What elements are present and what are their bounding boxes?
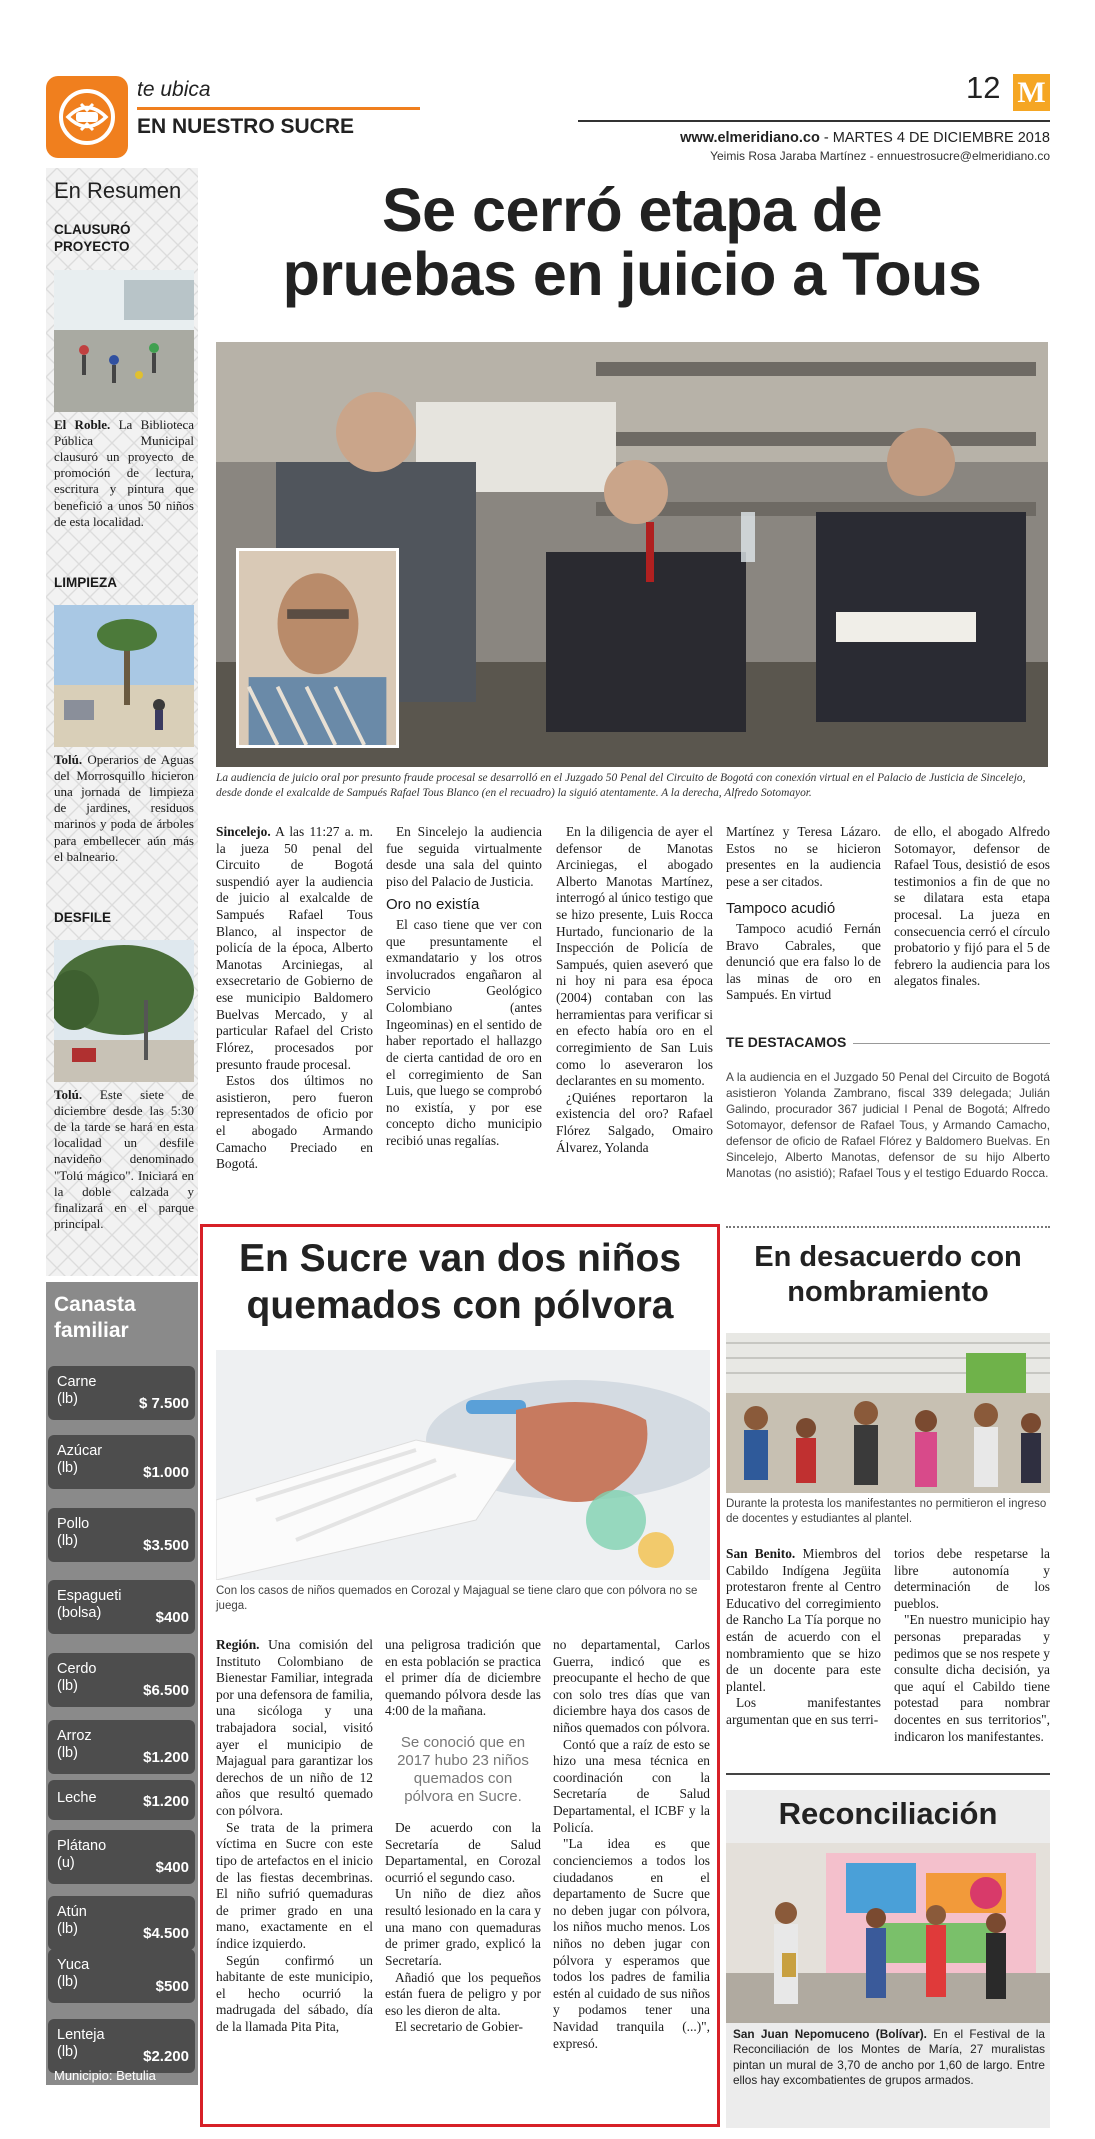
main-col-2: En Sincelejo la audiencia fue seguida virtualmente desde una sala del quinto piso del Palacio de Justicia. Oro no existía El caso tiene que ver con que presuntamente el exmandatario y los otros involucrados engañaron al Servicio Geológico Colombiano (antes Ingeominas) en el sentido de haber reportado el hallazgo de cierta cantidad de oro en el corregimiento de San Luis, que luego se comprobó no existía, y por ese concepto dicho municipio recibió unas regalías.: [386, 824, 542, 1148]
sucre-col-2: una peligrosa tradición que en esta población se practica el primer día de diciembre quemando pólvora desde las 4:00 de la mañana. Se conoció que en 2017 hubo 23 niños quemados con pólvora en Sucre. De acuerdo con la Secretaría de Salud Departamental, en Corozal ocurrió el segundo caso. Un niño de diez años resultó lesionado en la cara y una mano con quemaduras de primer grado, explicó la Secretaría. Añadió que los pequeños están fuera de peligro y por eso les dieron de alta. El secretario de Gobier-: [385, 1637, 541, 2035]
header-rule: [578, 120, 1050, 122]
photo-tolu-park: [54, 940, 194, 1082]
reconciliacion-caption: San Juan Nepomuceno (Bolívar). En el Festival de la Reconciliación de los Montes de María, 27 muralistas pintan un mural de 3,70 de ancho por 1,60 de largo. Entre ellos hay excombatientes de grupos armados.: [733, 2027, 1045, 2087]
price-item: Espagueti (bolsa) $400: [48, 1580, 195, 1634]
subheading: Tampoco acudió: [726, 900, 836, 918]
price-item: Lenteja (lb) $2.200: [48, 2019, 195, 2073]
sidebar-item-heading: DESFILE: [54, 910, 112, 925]
main-col-3: En la diligencia de ayer el defensor de Manotas Arciniegas, el abogado Alberto Manotas Martínez, interrogó al único testigo que se hizo presente, Luis Rocca Hurtado, funcionario de la Inspección de Policía de Sampués, quien aseveró que ni hoy ni para esa época (2004) contaban con las herramientas para verificar si en efecto había oro en el corregimiento de San Luis como lo aseveraron los declarantes en su momento. ¿Quiénes reportaron la existencia del oro? Rafael Flórez Salgado, Omairo Álvarez, Yolanda: [556, 824, 713, 1155]
photo-inset-tous: [236, 548, 399, 748]
desacuerdo-headline: En desacuerdo con nombramiento: [754, 1241, 1022, 1308]
main-col-4: Martínez y Teresa Lázaro. Estos no se hicieron presentes en la audiencia pese a ser citados. Tampoco acudió Tampoco acudió Fernán Bravo Cabrales, que denunció que era falso lo de las minas de oro en Sampués. En virtud: [726, 824, 881, 1003]
location-icon: [46, 76, 128, 158]
main-col-1: Sincelejo. A las 11:27 a. m. la jueza 50 penal del Circuito de Bogotá suspendió ayer la audiencia de juicio al exalcalde de Sampués Rafael Tous Blanco, al inspector de policía de la época, Alberto Manotas Arciniegas, al exsecretario de Gobierno de ese municipio Baldomero Buelvas Mercado, y al particular Rafael del Cristo Flórez, procesados por presunto fraude procesal. Estos dos últimos no asistieron, pero fueron representados de oficio por el abogado Armando Camacho Preciado en Bogotá.: [216, 824, 373, 1172]
te-destacamos-title: TE DESTACAMOS: [726, 1034, 847, 1050]
price-item: Atún (lb) $4.500: [48, 1896, 195, 1950]
section-subtitle: te ubica: [137, 78, 211, 101]
sucre-headline: En Sucre van dos niños quemados con pólvora: [238, 1237, 682, 1327]
photo-burned-hand: [216, 1350, 710, 1580]
main-caption: La audiencia de juicio oral por presunto fraude procesal se desarrolló en el Juzgado 50 Penal del Circuito de Bogotá con conexión virtual en el Palacio de Justicia de Sincelejo, desde donde el exalcalde de Sampués Rafael Tous Blanco (en el recuadro) la siguió atentamente. A la derecha, Alfredo Sotomayor.: [216, 772, 1026, 799]
pull-quote: Se conoció que en 2017 hubo 23 niños quemados con pólvora en Sucre.: [397, 1734, 529, 1806]
page-number: 12: [966, 70, 1001, 105]
price-item: Azúcar (lb) $1.000: [48, 1435, 195, 1489]
subheading: Oro no existía: [386, 896, 480, 914]
dotted-divider: [726, 1226, 1050, 1228]
byline: Yeimis Rosa Jaraba Martínez - ennuestrosucre@elmeridiano.co: [710, 149, 1050, 163]
desacuerdo-col-2: torios debe respetarse la libre autonomía y determinación de los pueblos. "En nuestro municipio hay personas preparadas y pedimos que se nos respete y consulte dicha decisión, ya que aquí el Cabildo tiene potestad para nombrar docentes en sus territorios", indicaron los manifestantes.: [894, 1546, 1050, 1744]
price-item: Arroz (lb) $1.200: [48, 1720, 195, 1774]
price-item: Plátano (u) $400: [48, 1830, 195, 1884]
site-url[interactable]: www.elmeridiano.co: [680, 130, 820, 146]
sucre-caption: Con los casos de niños quemados en Corozal y Majagual se tiene claro que con pólvora no se juega.: [216, 1585, 698, 1612]
photo-mural: [726, 1843, 1050, 2023]
photo-protest: [726, 1333, 1050, 1493]
header-dateline: [560, 130, 1050, 146]
sidebar-item-text: El Roble. La Biblioteca Pública Municipal clausuró un proyecto de promoción de lectura, escritura y pintura que benefició a unos 50 niños de esta localidad.: [54, 417, 194, 529]
te-destacamos-rule: [853, 1043, 1050, 1044]
price-item: Leche $1.200: [48, 1780, 195, 1820]
desacuerdo-caption: Durante la protesta los manifestantes no permitieron el ingreso de docentes y estudiantes al plantel.: [726, 1498, 1047, 1525]
price-item: Yuca (lb) $500: [48, 1949, 195, 2003]
desacuerdo-col-1: San Benito. Miembros del Cabildo Indígena Jegüita protestaron frente al Centro Educativo del corregimiento de Rancho La Tía porque no están de acuerdo con el nombramiento que se hizo de un docente para este plantel. Los manifestantes argumentan que en sus terri-: [726, 1546, 881, 1728]
main-col-5: de ello, el abogado Alfredo Sotomayor, defensor de Rafael Tous, desistió de esos testimonios a fin de que no se dilatara esta etapa procesal. La jueza en consecuencia cerró el círculo probatorio y fijó para el 5 de febrero la audiencia para los alegatos finales.: [894, 824, 1050, 989]
sidebar-title: En Resumen: [54, 178, 182, 203]
sidebar-item-text: Tolú. Este siete de diciembre desde las 5:30 de la tarde se hará en esta localidad un desfile navideño denominado "Tolú mágico". Iniciará en la doble calzada y finalizará en el parque principal.: [54, 1087, 194, 1231]
sidebar-item-text: Tolú. Operarios de Aguas del Morrosquillo hicieron una jornada de limpieza de jardines, residuos marinos y poda de árboles para embellecer aún más el balneario.: [54, 752, 194, 864]
price-item: Carne (lb) $ 7.500: [48, 1366, 195, 1420]
price-item: Cerdo (lb) $6.500: [48, 1653, 195, 1707]
photo-beach-cleanup: [54, 605, 194, 747]
sidebar-item-heading: CLAUSURÓ PROYECTO: [54, 222, 131, 254]
section-divider: [726, 1773, 1050, 1775]
section-logo: [46, 76, 128, 158]
sucre-col-1: Región. Una comisión del Instituto Colombiano de Bienestar Familiar, integrada por una defensora de familia, una sicóloga y una trabajadora social, visitó ayer el municipio de Majagual para garantizar los derechos de un niño de 12 años que resultó quemado con pólvora. Se trata de la primera víctima en Sucre con este tipo de artefactos en el inicio de las fiestas decembrinas. El niño sufrió quemaduras de primer grado en una mano, exactamente en el índice izquierdo. Según confirmó un habitante de este municipio, el hecho ocurrió la madrugada del sábado, día de la llamada Pita Pita,: [216, 1637, 373, 2035]
section-title: EN NUESTRO SUCRE: [137, 115, 355, 138]
canasta-title: Canasta familiar: [54, 1293, 136, 1343]
price-item: Pollo (lb) $3.500: [48, 1508, 195, 1562]
reconciliacion-headline: Reconciliación: [778, 1796, 998, 1831]
newspaper-logo: M: [1013, 74, 1050, 111]
photo-library: [54, 270, 194, 412]
section-rule: [137, 107, 420, 110]
sidebar-item-heading: LIMPIEZA: [54, 575, 117, 590]
sucre-col-3: no departamental, Carlos Guerra, indicó que es preocupante el hecho de que con solo tres días que van diciembre haya dos casos de niños quemados con pólvora. Contó que a raíz de esto se hizo una mesa técnica en coordinación con la Secretaría de Salud Departamental, el ICBF y la Policía. "La idea es que concienciemos a todos los ciudadanos en el departamento de Sucre que no deben jugar con pólvora, los niños mucho menos. Los niños no deben jugar con pólvora y esperamos que todos los padres de familia estén al cuidado de sus niños y podamos tener una Navidad tranquila (...)", expresó.: [553, 1637, 710, 2051]
issue-date: - MARTES 4 DE DICIEMBRE 2018: [819, 130, 1050, 146]
te-destacamos-text: A la audiencia en el Juzgado 50 Penal del Circuito de Bogotá asistieron Yolanda Zambrano, fiscal 339 delegada; Julián Galindo, procurador 367 judicial I Penal de Bogotá; Alfredo Sotomayor, defensor de Rafael Tous, y Armando Camacho, defensor de oficio de Rafael Flórez y Baldomero Buelvas. En Sincelejo, Alberto Manotas, defensor de su hijo Alberto Manotas (no asistió); Rafael Tous y el testigo Eduardo Rocca.: [726, 1070, 1050, 1180]
canasta-footer: Municipio: Betulia: [54, 2068, 156, 2083]
main-headline: Se cerró etapa de pruebas en juicio a Tous: [282, 176, 982, 309]
